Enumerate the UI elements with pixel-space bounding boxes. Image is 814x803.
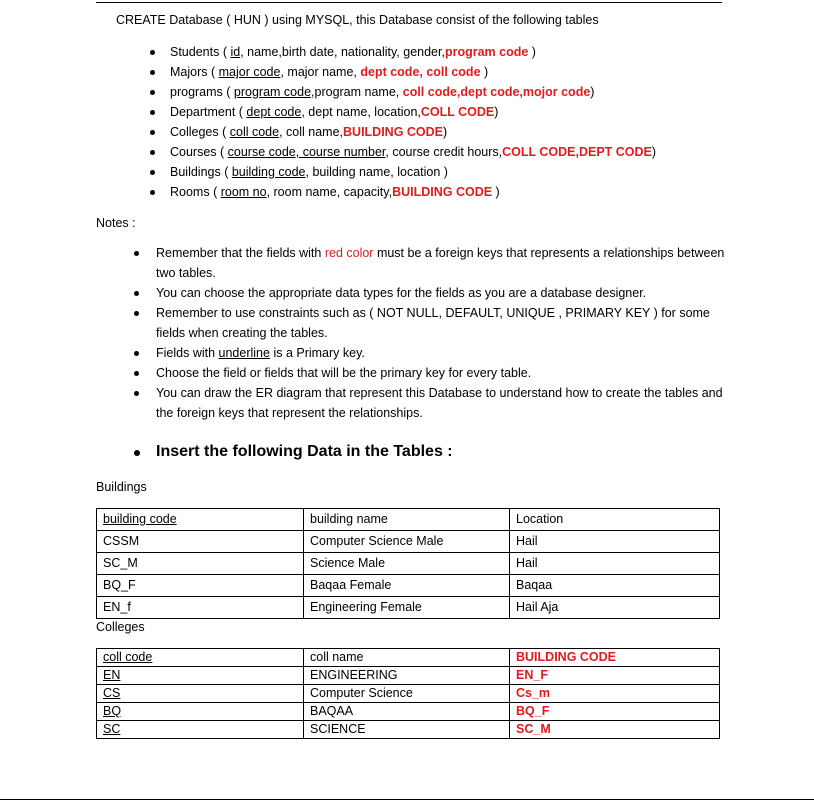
table-cell: Computer Science Male	[304, 531, 510, 553]
colleges-label: Colleges	[96, 620, 145, 634]
table-cell: Cs_m	[510, 685, 720, 703]
table-cell: ENGINEERING	[304, 667, 510, 685]
table-cell: SCIENCE	[304, 721, 510, 739]
table-cell: BAQAA	[304, 703, 510, 721]
table-cell: BQ	[97, 703, 304, 721]
table-header-row	[97, 509, 720, 531]
list-item-rooms: Rooms ( room no, room name, capacity,BUILDING CODE )	[150, 182, 656, 202]
table-cell: BQ_F	[510, 703, 720, 721]
table-row	[97, 553, 720, 575]
header-cell: building code	[97, 509, 304, 531]
table-row	[97, 721, 720, 739]
list-item-colleges: Colleges ( coll code, coll name,BUILDING CODE)	[150, 122, 656, 142]
note-item: Choose the field or fields that will be the primary key for every table.	[134, 363, 734, 383]
table-cell: Science Male	[304, 553, 510, 575]
table-cell: EN_f	[97, 597, 304, 619]
table-row	[97, 685, 720, 703]
table-cell: EN_F	[510, 667, 720, 685]
table-header-row	[97, 649, 720, 667]
list-item-courses: Courses ( course code, course number, course credit hours,COLL CODE,DEPT CODE)	[150, 142, 656, 162]
table-cell: Hail	[510, 531, 720, 553]
insert-heading: Insert the following Data in the Tables :	[134, 443, 453, 461]
header-cell: coll code	[97, 649, 304, 667]
list-item-majors: Majors ( major code, major name, dept code, coll code )	[150, 62, 656, 82]
table-cell: EN	[97, 667, 304, 685]
header-cell: coll name	[304, 649, 510, 667]
table-cell: CSSM	[97, 531, 304, 553]
list-item-department: Department ( dept code, dept name, location,COLL CODE)	[150, 102, 656, 122]
note-item: You can choose the appropriate data types for the fields as you are a database designer.	[134, 283, 734, 303]
table-cell: Hail Aja	[510, 597, 720, 619]
tables-list	[150, 42, 656, 202]
note-item: Remember that the fields with red color must be a foreign keys that represents a relationships between two tables.	[134, 243, 734, 283]
list-item-buildings: Buildings ( building code, building name, location )	[150, 162, 656, 182]
table-cell: SC	[97, 721, 304, 739]
table-cell: BQ_F	[97, 575, 304, 597]
notes-label: Notes :	[96, 216, 136, 230]
list-item-students: Students ( id, name,birth date, nationality, gender,program code )	[150, 42, 656, 62]
table-cell: SC_M	[97, 553, 304, 575]
top-rule	[96, 2, 722, 3]
buildings-table	[96, 508, 720, 619]
note-item: Remember to use constraints such as ( NOT NULL, DEFAULT, UNIQUE , PRIMARY KEY ) for some fields when creating the tables.	[134, 303, 734, 343]
header-cell: BUILDING CODE	[510, 649, 720, 667]
notes-list	[134, 243, 734, 423]
table-row	[97, 703, 720, 721]
table-cell: Baqaa Female	[304, 575, 510, 597]
bottom-rule	[0, 799, 814, 800]
table-cell: Baqaa	[510, 575, 720, 597]
buildings-label: Buildings	[96, 480, 147, 494]
table-cell: Hail	[510, 553, 720, 575]
intro-text: CREATE Database ( HUN ) using MYSQL, this Database consist of the following tables	[116, 13, 599, 27]
colleges-table	[96, 648, 720, 739]
header-cell: building name	[304, 509, 510, 531]
table-cell: Computer Science	[304, 685, 510, 703]
list-item-programs: programs ( program code,program name, coll code,dept code,mojor code)	[150, 82, 656, 102]
note-item: You can draw the ER diagram that represent this Database to understand how to create the tables and the foreign keys that represent the relationships.	[134, 383, 734, 423]
table-cell: SC_M	[510, 721, 720, 739]
table-row	[97, 575, 720, 597]
table-row	[97, 667, 720, 685]
note-item: Fields with underline is a Primary key.	[134, 343, 734, 363]
table-row	[97, 531, 720, 553]
table-cell: Engineering Female	[304, 597, 510, 619]
header-cell: Location	[510, 509, 720, 531]
table-row	[97, 597, 720, 619]
table-cell: CS	[97, 685, 304, 703]
